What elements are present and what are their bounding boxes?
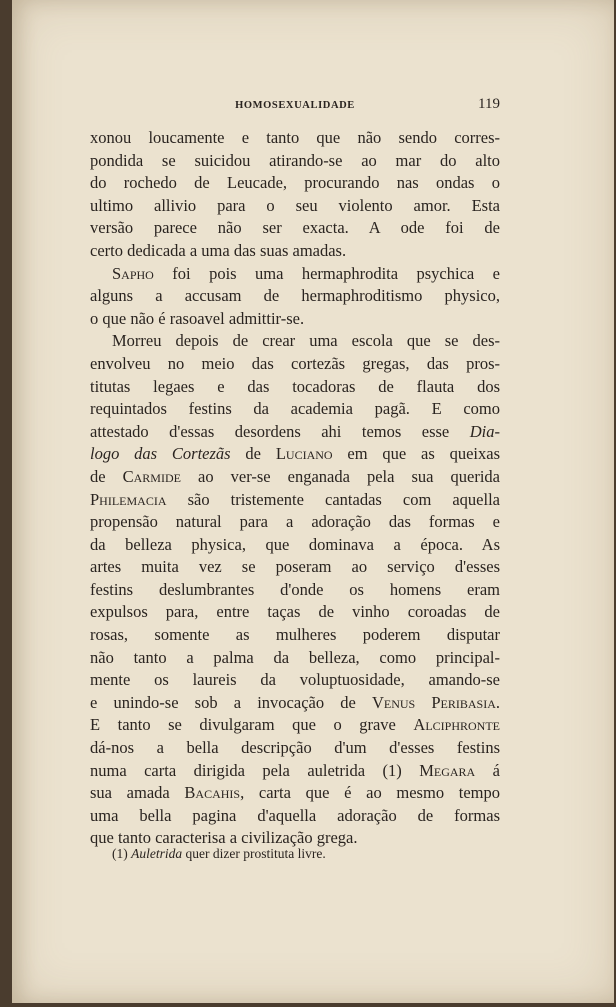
proper-name: Luciano	[275, 444, 333, 464]
text-line	[90, 692, 500, 715]
proper-name: Carmide	[122, 466, 181, 486]
text-line	[90, 760, 500, 783]
text-segment: rosas, somente as mulheres poderem disputar	[90, 625, 500, 645]
text-segment: festins deslumbrantes d'onde os homens eram	[90, 579, 500, 599]
text-line	[90, 217, 500, 240]
text-segment: mente os laureis da voluptuosidade, amando-se	[90, 670, 500, 690]
text-segment: requintados festins da academia pagã. E como	[90, 399, 500, 419]
text-line	[90, 579, 500, 602]
text-segment: em que as queixas	[332, 444, 501, 464]
text-line	[90, 782, 500, 805]
proper-name: Venus Peribasia	[371, 692, 496, 712]
text-segment: , carta que é ao mesmo tempo	[240, 783, 500, 803]
running-head	[90, 96, 500, 116]
text-line	[90, 240, 500, 263]
italic-text: Dia-	[469, 421, 500, 441]
text-segment: attestado d'essas desordens ahi temos esse	[90, 421, 470, 441]
text-line	[90, 489, 500, 512]
footnote-text: quer dizer prostituta livre.	[185, 846, 326, 861]
text-segment: o que não é rasoavel admittir-se.	[90, 308, 305, 328]
text-segment: e unindo-se sob a invocação de	[90, 692, 372, 712]
proper-name: Megara	[419, 760, 476, 780]
text-line	[90, 714, 500, 737]
text-line	[90, 805, 500, 828]
text-segment: alguns a accusam de hermaphroditismo physico,	[90, 286, 500, 306]
text-line	[90, 308, 500, 331]
running-head-title: HOMOSEXUALIDADE	[235, 100, 355, 111]
text-segment: expulsos para, entre taças de vinho coroadas de	[90, 602, 500, 622]
text-line	[90, 398, 500, 421]
text-line	[90, 534, 500, 557]
proper-name: Alciphronte	[413, 715, 500, 735]
text-line	[90, 421, 500, 444]
text-segment: não tanto a palma da belleza, como principal-	[90, 647, 500, 667]
text-segment: da belleza physica, que dominava a época. As	[90, 534, 500, 554]
text-line	[90, 601, 500, 624]
text-segment: do rochedo de Leucade, procurando nas ondas o	[90, 173, 500, 193]
text-line	[90, 353, 500, 376]
footnote-term: Auletrida	[131, 846, 183, 861]
text-segment: são tristemente cantadas com aquella	[166, 489, 500, 509]
footnote-marker: (1)	[112, 846, 128, 861]
text-line	[90, 624, 500, 647]
text-segment: propensão natural para a adoração das formas e	[90, 512, 500, 532]
text-segment: á	[475, 760, 500, 780]
proper-name: Bacahis	[184, 783, 241, 803]
proper-name: Philemacia	[90, 489, 167, 509]
body-text	[90, 127, 500, 850]
text-segment: dá-nos a bella descripção d'um d'esses festins	[90, 738, 500, 758]
text-segment: E tanto se divulgaram que o grave	[90, 715, 414, 735]
text-line	[90, 330, 500, 353]
text-segment: artes muita vez se poseram ao serviço d'esses	[90, 557, 500, 577]
text-segment: Morreu depois de crear uma escola que se des-	[112, 331, 500, 351]
italic-text: logo das Cortezãs	[90, 444, 231, 464]
text-segment: foi pois uma hermaphrodita psychica e	[153, 263, 500, 283]
text-segment: certo dedicada a uma das suas amadas.	[90, 240, 347, 260]
text-line	[90, 466, 500, 489]
text-segment: ultimo allivio para o seu violento amor. Esta	[90, 195, 500, 215]
text-segment: que tanto caracterisa a civilização grega.	[90, 828, 358, 848]
text-segment: .	[495, 692, 501, 712]
text-line	[90, 285, 500, 308]
text-line	[90, 669, 500, 692]
text-segment: uma bella pagina d'aquella adoração de formas	[90, 805, 500, 825]
text-segment: envolveu no meio das cortezãs gregas, das pros-	[90, 353, 500, 373]
text-line	[90, 376, 500, 399]
text-segment: pondida se suicidou atirando-se ao mar do alto	[90, 150, 500, 170]
text-line	[90, 263, 500, 286]
text-segment: numa carta dirigida pela auletrida (1)	[90, 760, 420, 780]
text-segment: ao ver-se enganada pela sua querida	[180, 466, 501, 486]
book-page	[12, 0, 614, 1003]
text-segment: de	[90, 466, 123, 486]
text-line	[90, 737, 500, 760]
text-segment: titutas legaes e das tocadoras de flauta dos	[90, 376, 500, 396]
text-line	[90, 511, 500, 534]
text-line	[90, 127, 500, 150]
text-line	[90, 195, 500, 218]
text-segment: de	[230, 444, 276, 464]
text-segment: xonou loucamente e tanto que não sendo corres-	[90, 128, 500, 147]
text-line	[90, 443, 500, 466]
page-number: 119	[478, 96, 500, 112]
proper-name: Sapho	[112, 263, 154, 283]
text-line	[90, 556, 500, 579]
text-line	[90, 172, 500, 195]
footnote	[112, 846, 500, 862]
text-segment: versão parece não ser exacta. A ode foi de	[90, 218, 500, 238]
text-segment: sua amada	[90, 783, 185, 803]
text-line	[90, 647, 500, 670]
text-line	[90, 150, 500, 173]
